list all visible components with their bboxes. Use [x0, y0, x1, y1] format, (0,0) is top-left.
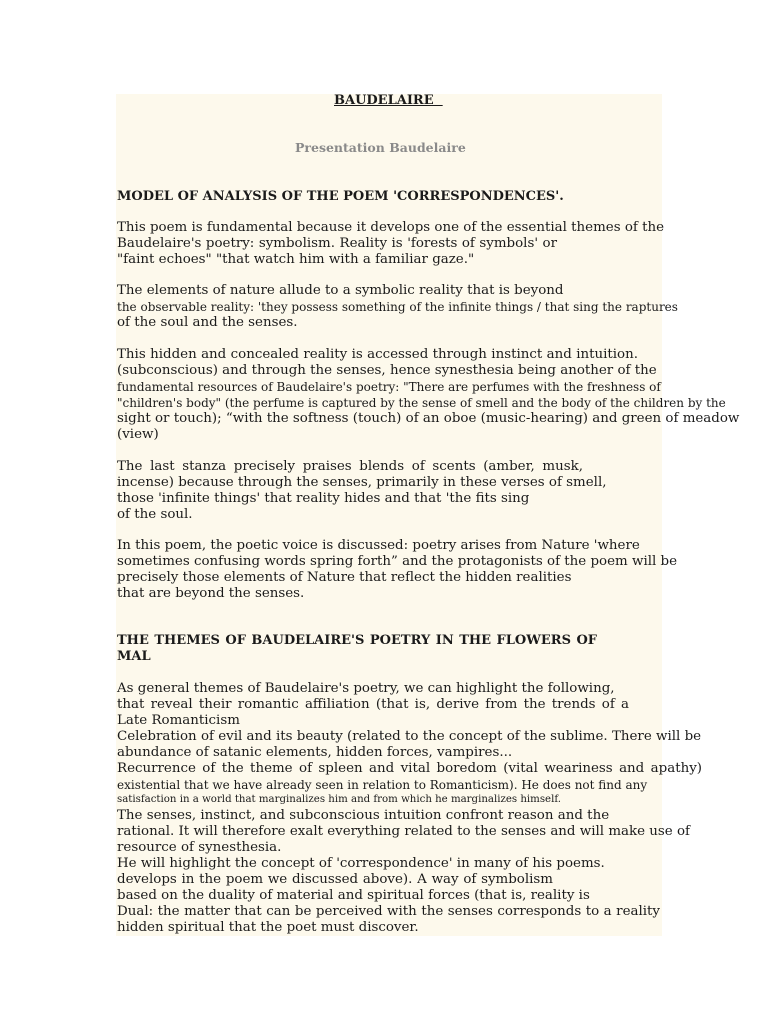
paragraph-line: those 'infinite things' that reality hides and that 'the fits sing: [117, 491, 530, 506]
paragraph-line: resource of synesthesia.: [117, 840, 282, 855]
paragraph-line: satisfaction in a world that marginalizes him and from which he marginalizes himself.: [117, 794, 561, 805]
paragraph-line: The senses, instinct, and subconscious intuition confront reason and the: [117, 808, 610, 823]
document-title: BAUDELAIRE: [334, 93, 443, 108]
paragraph-line: abundance of satanic elements, hidden forces, vampires...: [117, 745, 513, 760]
paragraph-line: "children's body" (the perfume is captured by the sense of smell and the body of the children by the: [117, 396, 726, 410]
paragraph-line: hidden spiritual that the poet must discover.: [117, 920, 419, 935]
paragraph-line: This poem is fundamental because it develops one of the essential themes of the: [117, 220, 665, 235]
paragraph-line: of the soul.: [117, 507, 193, 522]
paragraph-line: Late Romanticism: [117, 713, 240, 728]
paragraph-line: incense) because through the senses, primarily in these verses of smell,: [117, 475, 607, 490]
paragraph-line: (subconscious) and through the senses, hence synesthesia being another of the: [117, 363, 657, 378]
document-subtitle: Presentation Baudelaire: [295, 140, 466, 155]
paragraph-line: based on the duality of material and spiritual forces (that is, reality is: [117, 888, 590, 903]
paragraph-line: He will highlight the concept of 'correspondence' in many of his poems.: [117, 856, 605, 871]
paragraph-line: existential that we have already seen in relation to Romanticism). He does not find any: [117, 778, 648, 792]
paragraph-line: (view): [117, 427, 159, 442]
paragraph-line: Baudelaire's poetry: symbolism. Reality is 'forests of symbols' or: [117, 236, 557, 251]
paragraph-line: develops in the poem we discussed above). A way of symbolism: [117, 872, 553, 887]
paragraph-line: As general themes of Baudelaire's poetry, we can highlight the following,: [117, 681, 615, 696]
section-heading-correspondences: MODEL OF ANALYSIS OF THE POEM 'CORRESPONDENCES'.: [117, 189, 564, 204]
paragraph-line: The elements of nature allude to a symbolic reality that is beyond: [117, 283, 564, 298]
paragraph-line: Celebration of evil and its beauty (related to the concept of the sublime. There will be: [117, 729, 702, 744]
paragraph-line: "faint echoes" "that watch him with a familiar gaze.": [117, 252, 475, 267]
paragraph-line: The last stanza precisely praises blends of scents (amber, musk,: [117, 459, 583, 474]
paragraph-line: In this poem, the poetic voice is discussed: poetry arises from Nature 'where: [117, 538, 640, 553]
paragraph-line: that reveal their romantic affiliation (that is, derive from the trends of a: [117, 697, 629, 712]
paragraph-line: the observable reality: 'they possess something of the infinite things / that sing the raptures: [117, 300, 678, 314]
paragraph-line: sometimes confusing words spring forth” and the protagonists of the poem will be: [117, 554, 678, 569]
paragraph-line: sight or touch); “with the softness (touch) of an oboe (music-hearing) and green of meadow: [117, 411, 740, 426]
paragraph-line: Recurrence of the theme of spleen and vital boredom (vital weariness and apathy): [117, 761, 702, 776]
paragraph-line: This hidden and concealed reality is accessed through instinct and intuition.: [117, 347, 638, 362]
paragraph-line: of the soul and the senses.: [117, 315, 298, 330]
paragraph-line: that are beyond the senses.: [117, 586, 305, 601]
section-heading-themes-cont: MAL: [117, 649, 151, 664]
section-heading-themes: THE THEMES OF BAUDELAIRE'S POETRY IN THE FLOWERS OF: [117, 633, 597, 648]
paragraph-line: fundamental resources of Baudelaire's poetry: "There are perfumes with the freshness of: [117, 380, 661, 394]
paragraph-line: precisely those elements of Nature that reflect the hidden realities: [117, 570, 572, 585]
paragraph-line: rational. It will therefore exalt everything related to the senses and will make use of: [117, 824, 690, 839]
paragraph-line: Dual: the matter that can be perceived with the senses corresponds to a reality: [117, 904, 660, 919]
